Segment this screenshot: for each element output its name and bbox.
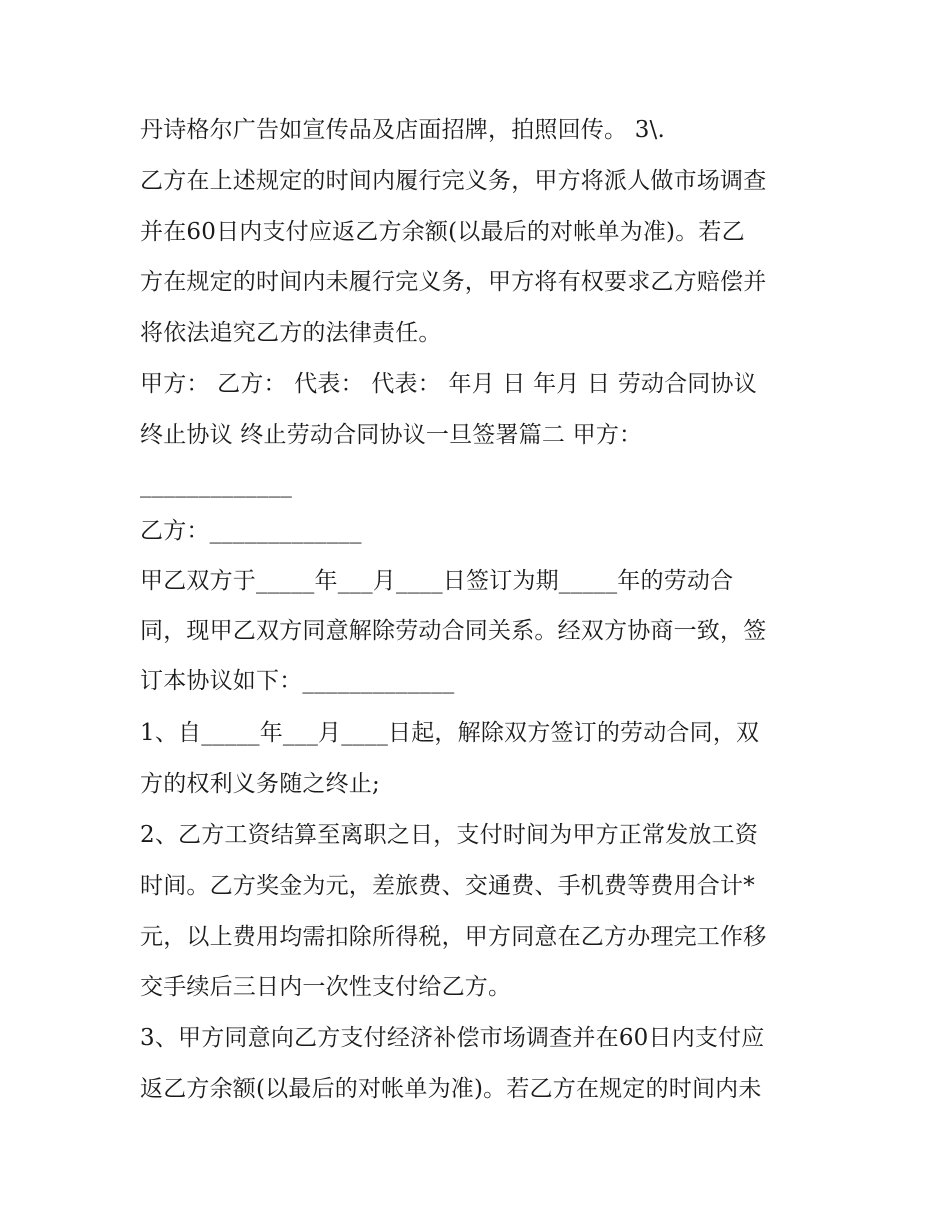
text-line: 1、自_____年___月____日起，解除双方签订的劳动合同，双 (140, 720, 760, 746)
text-line: 方在规定的时间内未履行完义务，甲方将有权要求乙方赔偿并 (140, 269, 767, 295)
text-line: 乙方在上述规定的时间内履行完义务，甲方将派人做市场调查 (140, 168, 767, 194)
text-line: 终止协议 终止劳动合同协议一旦签署篇二 甲方： (140, 422, 643, 448)
text-line: 甲乙双方于_____年___月____日签订为期_____年的劳动合 (140, 568, 734, 594)
text-line: 同，现甲乙双方同意解除劳动合同关系。经双方协商一致，签 (140, 618, 767, 644)
text-line: 将依法追究乙方的法律责任。 (140, 320, 442, 346)
text-line: 元，以上费用均需扣除所得税，甲方同意在乙方办理完工作移 (140, 924, 767, 950)
text-line: 返乙方余额(以最后的对帐单为准)。若乙方在规定的时间内未 (140, 1076, 762, 1102)
text-line: 乙方：_____________ (140, 518, 362, 544)
text-line: 甲方： 乙方： 代表： 代表： 年月 日 年月 日 劳动合同协议 (140, 371, 757, 397)
text-line: 2、乙方工资结算至离职之日，支付时间为甲方正常发放工资 (140, 822, 759, 848)
text-line: 时间。乙方奖金为元，差旅费、交通费、手机费等费用合计* (140, 873, 755, 899)
text-line: 方的权利义务随之终止; (140, 771, 380, 797)
text-line: 3、甲方同意向乙方支付经济补偿市场调查并在60日内支付应 (140, 1025, 765, 1051)
text-line: 丹诗格尔广告如宣传品及店面招牌，拍照回传。 3\. (140, 117, 666, 143)
text-line: 订本协议如下：_____________ (140, 668, 455, 694)
text-line: 交手续后三日内一次性支付给乙方。 (140, 974, 512, 1000)
text-line: 并在60日内支付应返乙方余额(以最后的对帐单为准)。若乙 (140, 219, 745, 245)
signature-blank-line: _____________ (140, 472, 293, 498)
